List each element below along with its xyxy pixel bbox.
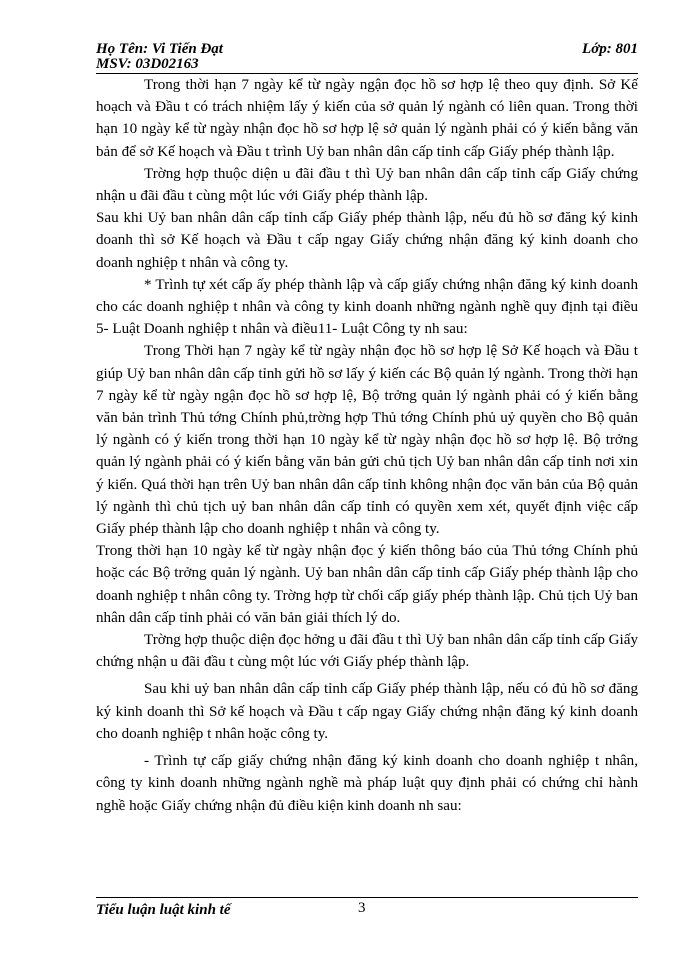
footer-title: Tiểu luận luật kinh tế <box>96 902 231 918</box>
paragraph-1: Trong thời hạn 7 ngày kể từ ngày ngận đọc hồ sơ hợp lệ theo quy định. Sở Kế hoạch và Đầu t có trách nhiệm lấy ý kiến của sở quản lý ngành có liên quan. Trong thời hạn 10 ngày kể từ ngày nhận đọc hồ sơ hợp lệ sở quản lý ngành phải có ý kiến bằng văn bản để sở Kế hoạch và Đầu t trình Uỷ ban nhân dân cấp tỉnh cấp Giấy phép thành lập. <box>96 77 638 160</box>
paragraph-9: - Trình tự cấp giấy chứng nhận đăng ký kinh doanh cho doanh nghiệp t nhân, công ty kinh doanh những ngành nghề mà pháp luật quy định phải có chứng chỉ hành nghề hoặc Giấy chứng nhận đủ điều kiện kinh doanh nh sau: <box>96 753 638 814</box>
paragraph-6: Trong thời hạn 10 ngày kể từ ngày nhận đọc ý kiến thông báo của Thủ tớng Chính phủ hoặc các Bộ trởng quản lý ngành. Uỷ ban nhân dân cấp tỉnh cấp Giấy phép thành lập cho doanh nghiệp t nhân công ty. Trờng hợp từ chối cấp giấy phép thành lập. Chủ tịch Uỷ ban nhân dân cấp tỉnh phải có văn bản giải thích lý do. <box>96 543 638 626</box>
paragraph-8: Sau khi uỷ ban nhân dân cấp tỉnh cấp Giấy phép thành lập, nếu có đủ hồ sơ đăng ký kinh doanh thì Sở kế hoạch và Đầu t cấp ngay Giấy chứng nhận đăng ký kinh doanh cho doanh nghiệp t nhân hoặc công ty. <box>96 681 638 742</box>
paragraph-4: * Trình tự xét cấp ấy phép thành lập và cấp giấy chứng nhận đăng ký kinh doanh cho các doanh nghiệp t nhân và công ty kinh doanh những ngành nghề quy định tại điều 5- Luật Doanh nghiệp t nhân và điều11- Luật Công ty nh sau: <box>96 276 638 338</box>
page-footer <box>96 897 638 922</box>
paragraph-7: Trờng hợp thuộc diện đọc hởng u đãi đầu t thì Uỷ ban nhân dân cấp tỉnh cấp Giấy chứng nhận u đãi đầu t cùng một lúc với Giấy phép thành lập. <box>96 632 638 671</box>
page-number: 3 <box>358 900 366 916</box>
student-id: MSV: 03D02163 <box>96 56 199 72</box>
student-name: Họ Tên: Vi Tiến Đạt <box>96 41 223 57</box>
paragraph-3: Sau khi Uỷ ban nhân dân cấp tỉnh cấp Giấy phép thành lập, nếu đủ hồ sơ đăng ký kinh doanh thì sở Kế hoạch và Đầu t cấp ngay Giấy chứng nhận đăng ký kinh doanh cho doanh nghiệp t nhân và công ty. <box>96 210 638 271</box>
document-body <box>96 74 638 817</box>
page-header <box>96 40 638 76</box>
student-class: Lớp: 801 <box>582 41 638 57</box>
paragraph-2: Trờng hợp thuộc diện u đãi đầu t thì Uỷ ban nhân dân cấp tỉnh cấp Giấy chứng nhận u đãi đầu t cùng một lúc với Giấy phép thành lập. <box>96 165 638 205</box>
paragraph-5: Trong Thời hạn 7 ngày kể từ ngày nhận đọc hồ sơ hợp lệ Sở Kế hoạch và Đầu t giúp Uỷ ban nhân dân cấp tỉnh gửi hồ sơ lấy ý kiến các Bộ quản lý ngành. Trong thời hạn 7 ngày kể từ ngày ngận đọc hồ sơ hợp lệ, Bộ trởng quản lý ngành phải có ý kiến bằng văn bản trình Thủ tớng Chính phủ,trờng hợp Thủ tớng Chính phủ uỷ quyền cho Bộ quản lý ngành có ý kiến trong thời hạn 10 ngày kể từ ngày nhận đọc hồ sơ hợp lệ. Bộ trởng quản lý ngành phải có ý kiến bằng văn bản gửi chủ tịch Uỷ ban nhân dân cấp tỉnh nơi xin ý kiến. Quá thời hạn trên Uỷ ban nhân dân cấp tỉnh không nhận đọc văn bản của Bộ quản lý ngành thì chủ tịch uỷ ban nhân dân cấp tỉnh có quyền xem xét, quyết định việc cấp Giấy phép thành lập cho doanh nghiệp t nhân và công ty. <box>96 343 638 538</box>
